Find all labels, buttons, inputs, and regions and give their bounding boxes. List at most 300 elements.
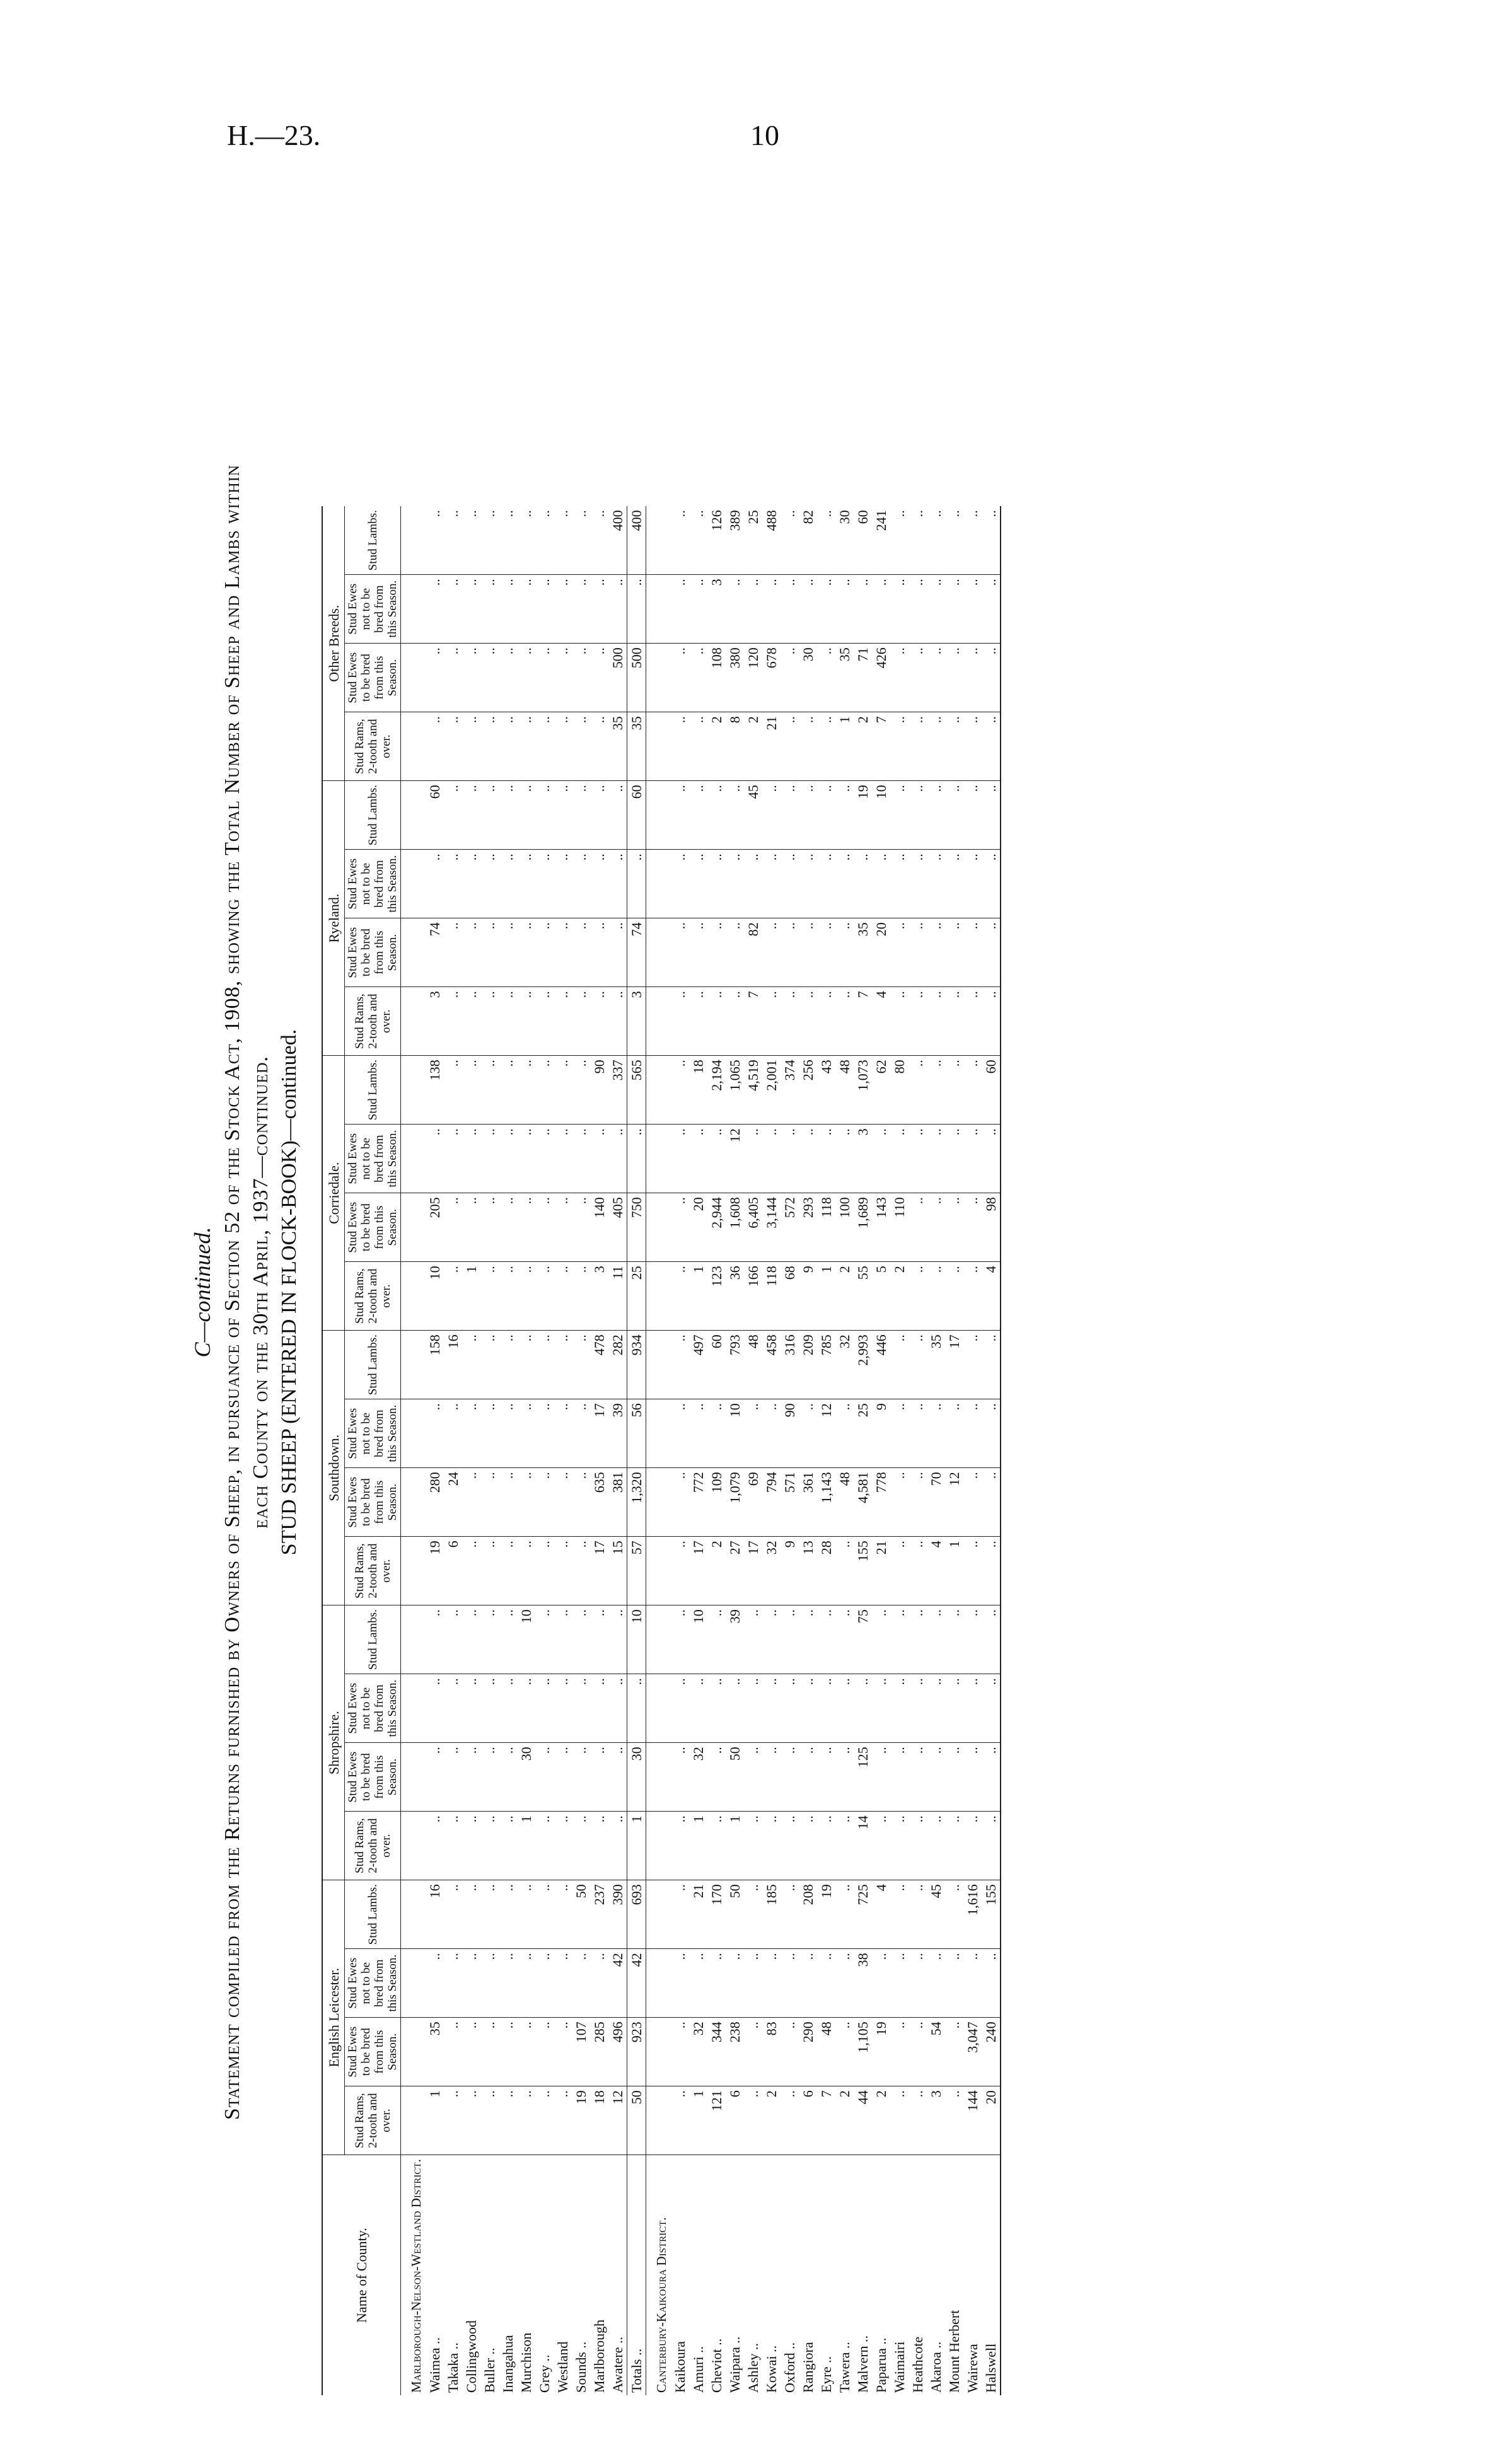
table-cell: 1	[689, 2086, 707, 2155]
table-cell: ..	[909, 850, 927, 918]
table-cell: ..	[909, 1674, 927, 1743]
table-cell: 19	[817, 1880, 835, 1949]
table-cell: ..	[499, 1193, 517, 1262]
table-cell: ..	[535, 850, 554, 918]
empty-cell	[401, 712, 426, 781]
table-cell: ..	[909, 2086, 927, 2155]
table-cell: 98	[982, 1193, 1001, 1262]
column-subheader: Stud Ewes not to be bred from this Season.	[345, 1125, 401, 1193]
table-cell: 241	[872, 506, 890, 575]
table-cell: ..	[982, 918, 1001, 987]
table-cell: ..	[909, 1743, 927, 1812]
table-row	[909, 506, 927, 2395]
totals-row	[627, 506, 646, 2395]
table-cell: ..	[671, 644, 689, 712]
table-cell: ..	[480, 2018, 499, 2086]
empty-cell	[646, 1468, 671, 1537]
table-cell: ..	[762, 1743, 781, 1812]
table-cell: ..	[462, 1605, 480, 1674]
table-cell: 282	[608, 1331, 627, 1399]
table-cell: 571	[781, 1468, 799, 1537]
table-cell: ..	[444, 1193, 462, 1262]
table-cell: ..	[517, 644, 535, 712]
empty-cell	[401, 1399, 426, 1468]
table-cell: ..	[590, 1125, 608, 1193]
table-cell: 21	[762, 712, 781, 781]
table-cell: ..	[572, 1399, 590, 1468]
table-cell: ..	[462, 1468, 480, 1537]
table-cell: ..	[499, 712, 517, 781]
table-cell: ..	[480, 1880, 499, 1949]
table-cell: 1	[689, 1262, 707, 1331]
table-cell: 374	[781, 1056, 799, 1125]
table-cell: ..	[744, 2086, 762, 2155]
table-cell: 1	[817, 1262, 835, 1331]
table-cell: ..	[444, 1743, 462, 1812]
table-cell: ..	[927, 1743, 945, 1812]
table-cell: 380	[726, 644, 744, 712]
column-subheader: Stud Lambs.	[345, 1880, 401, 1949]
county-name: Halswell	[982, 2343, 999, 2393]
table-cell: 30	[835, 506, 854, 575]
totals-cell: ..	[627, 575, 646, 644]
table-cell: ..	[671, 918, 689, 987]
table-cell: 1	[462, 1262, 480, 1331]
table-cell: ..	[590, 850, 608, 918]
table-cell: ..	[963, 506, 982, 575]
table-row	[726, 506, 744, 2395]
table-cell: ..	[462, 1949, 480, 2018]
totals-cell: 74	[627, 918, 646, 987]
district-name: Marlborough-Nelson-Westland District.	[409, 2159, 424, 2393]
table-cell: 316	[781, 1331, 799, 1399]
table-cell: ..	[689, 850, 707, 918]
table-cell: 38	[854, 1949, 872, 2018]
table-cell: ..	[817, 1743, 835, 1812]
table-cell: 208	[799, 1880, 817, 1949]
table-cell: ..	[689, 987, 707, 1056]
table-cell: 55	[854, 1262, 872, 1331]
table-cell: 390	[608, 1880, 627, 1949]
table-cell: ..	[835, 1743, 854, 1812]
table-cell: ..	[963, 1537, 982, 1605]
table-cell: 166	[744, 1262, 762, 1331]
table-cell: 43	[817, 1056, 835, 1125]
table-cell: ..	[462, 1812, 480, 1880]
table-cell: ..	[554, 1468, 572, 1537]
statement-title: Statement compiled from the Returns furnished by Owners of Sheep, in pursuance of Section 52 of the Stock Act, 1908, showing the Total Number of Sheep and Lambs within	[221, 464, 244, 2120]
table-cell: ..	[572, 644, 590, 712]
table-cell: ..	[817, 850, 835, 918]
table-cell: 1,143	[817, 1468, 835, 1537]
empty-cell	[646, 1743, 671, 1812]
table-cell: ..	[554, 1880, 572, 1949]
table-cell: ..	[462, 1880, 480, 1949]
totals-cell: 56	[627, 1399, 646, 1468]
breed-header: Ryeland.	[322, 781, 345, 1056]
empty-cell	[401, 987, 426, 1056]
table-cell: 12	[608, 2086, 627, 2155]
table-cell: ..	[909, 781, 927, 850]
table-cell: ..	[927, 712, 945, 781]
table-cell: 2	[744, 712, 762, 781]
table-cell: ..	[499, 1949, 517, 2018]
table-cell: ..	[590, 506, 608, 575]
table-cell: ..	[590, 712, 608, 781]
empty-cell	[401, 1605, 426, 1674]
table-cell: 35	[854, 918, 872, 987]
table-cell: ..	[945, 987, 963, 1056]
table-cell: 4,519	[744, 1056, 762, 1125]
table-cell: ..	[835, 1880, 854, 1949]
totals-cell: 400	[627, 506, 646, 575]
table-cell: ..	[499, 575, 517, 644]
table-cell: ..	[781, 1605, 799, 1674]
table-cell: 2,001	[762, 1056, 781, 1125]
table-cell: 28	[817, 1537, 835, 1605]
empty-cell	[401, 850, 426, 918]
table-cell: ..	[726, 987, 744, 1056]
empty-cell	[401, 781, 426, 850]
table-cell: ..	[927, 1193, 945, 1262]
table-cell: 4	[872, 987, 890, 1056]
table-cell: 54	[927, 2018, 945, 2086]
table-cell: 1	[517, 1812, 535, 1880]
table-cell: ..	[945, 850, 963, 918]
table-cell: 25	[744, 506, 762, 575]
table-cell: ..	[671, 1125, 689, 1193]
table-cell: ..	[781, 850, 799, 918]
table-cell: 381	[608, 1468, 627, 1537]
table-cell: ..	[426, 1743, 444, 1812]
table-cell: ..	[444, 987, 462, 1056]
table-cell: ..	[671, 1399, 689, 1468]
table-cell: ..	[671, 1880, 689, 1949]
table-cell: 82	[799, 506, 817, 575]
table-cell: 19	[426, 1537, 444, 1605]
table-cell: 16	[426, 1880, 444, 1949]
page-number: 10	[750, 119, 779, 151]
table-cell: 17	[590, 1399, 608, 1468]
table-cell: ..	[817, 1125, 835, 1193]
table-cell: ..	[781, 506, 799, 575]
table-cell: 400	[608, 506, 627, 575]
table-cell: 35	[426, 2018, 444, 2086]
totals-cell: 35	[627, 712, 646, 781]
county-name: Kaikoura	[671, 2341, 688, 2393]
table-cell: ..	[444, 850, 462, 918]
table-cell: ..	[744, 1605, 762, 1674]
table-cell: ..	[909, 1880, 927, 1949]
table-cell: ..	[835, 1125, 854, 1193]
county-name: Marlborough	[591, 2319, 607, 2393]
table-cell: ..	[671, 1949, 689, 2018]
table-cell: ..	[963, 1468, 982, 1537]
table-cell: ..	[444, 575, 462, 644]
table-cell: 44	[854, 2086, 872, 2155]
table-cell: 7	[744, 987, 762, 1056]
table-cell: ..	[426, 506, 444, 575]
table-cell: 17	[744, 1537, 762, 1605]
totals-cell: ..	[627, 1125, 646, 1193]
table-row	[590, 506, 608, 2395]
table-row	[444, 506, 462, 2395]
table-cell: 240	[982, 2018, 1001, 2086]
table-cell: ..	[535, 1468, 554, 1537]
table-cell: ..	[909, 1193, 927, 1262]
table-cell: ..	[499, 1262, 517, 1331]
totals-cell: 934	[627, 1331, 646, 1399]
table-cell: ..	[535, 2018, 554, 2086]
empty-cell	[401, 2086, 426, 2155]
table-cell: ..	[726, 575, 744, 644]
table-cell: ..	[554, 1399, 572, 1468]
table-cell: ..	[572, 1056, 590, 1125]
table-cell: 90	[781, 1399, 799, 1468]
table-cell: 126	[707, 506, 726, 575]
county-name: Westland	[554, 2341, 571, 2393]
table-cell: ..	[835, 2018, 854, 2086]
table-cell: ..	[444, 1880, 462, 1949]
table-cell: 2,194	[707, 1056, 726, 1125]
table-cell: ..	[517, 575, 535, 644]
table-cell: 68	[781, 1262, 799, 1331]
table-subtitle: STUD SHEEP (ENTERED IN FLOCK-BOOK)—continued.	[277, 1029, 301, 1556]
table-cell: ..	[963, 1262, 982, 1331]
table-cell: ..	[945, 1262, 963, 1331]
table-cell: ..	[817, 1674, 835, 1743]
table-cell: ..	[535, 1193, 554, 1262]
table-cell: ..	[835, 1399, 854, 1468]
table-cell: 678	[762, 644, 781, 712]
table-cell: ..	[799, 1949, 817, 2018]
table-cell: ..	[554, 2086, 572, 2155]
table-cell: 8	[726, 712, 744, 781]
table-cell: 123	[707, 1262, 726, 1331]
table-cell: ..	[517, 987, 535, 1056]
table-cell: ..	[927, 1812, 945, 1880]
section-heading: C—continued.	[190, 1227, 215, 1358]
table-cell: ..	[480, 1468, 499, 1537]
totals-cell: 500	[627, 644, 646, 712]
table-cell: ..	[572, 850, 590, 918]
county-name: Wairewa	[964, 2344, 980, 2393]
table-cell: ..	[963, 1812, 982, 1880]
table-cell: ..	[854, 575, 872, 644]
table-cell: ..	[462, 918, 480, 987]
table-cell: ..	[963, 781, 982, 850]
county-name: Ashley ..	[745, 2343, 761, 2393]
table-cell: ..	[462, 506, 480, 575]
table-cell: ..	[480, 987, 499, 1056]
table-cell: ..	[927, 1605, 945, 1674]
table-cell: ..	[671, 506, 689, 575]
empty-cell	[646, 1812, 671, 1880]
table-cell: 110	[890, 1193, 909, 1262]
county-name: Inangahua	[499, 2335, 516, 2393]
table-cell: ..	[945, 918, 963, 987]
table-cell: ..	[554, 1537, 572, 1605]
table-cell: ..	[799, 918, 817, 987]
table-cell: ..	[608, 1605, 627, 1674]
table-cell: 1,065	[726, 1056, 744, 1125]
table-cell: 18	[590, 2086, 608, 2155]
county-name: Paparua ..	[873, 2337, 889, 2393]
table-row	[817, 506, 835, 2395]
table-cell: 32	[689, 1743, 707, 1812]
table-cell: ..	[835, 1537, 854, 1605]
table-cell: 497	[689, 1331, 707, 1399]
table-cell: 426	[872, 644, 890, 712]
table-cell: 2,993	[854, 1331, 872, 1399]
table-cell: 2	[835, 2086, 854, 2155]
table-cell: ..	[799, 575, 817, 644]
table-cell: ..	[927, 1674, 945, 1743]
table-cell: ..	[480, 850, 499, 918]
table-cell: 69	[744, 1468, 762, 1537]
table-cell: ..	[671, 1331, 689, 1399]
table-cell: 10	[517, 1605, 535, 1674]
table-cell: 155	[854, 1537, 872, 1605]
table-cell: ..	[426, 575, 444, 644]
table-cell: 3	[426, 987, 444, 1056]
table-cell: ..	[909, 1949, 927, 2018]
table-cell: ..	[426, 1125, 444, 1193]
table-cell: 280	[426, 1468, 444, 1537]
table-cell: ..	[854, 850, 872, 918]
table-row	[499, 506, 517, 2395]
table-cell: ..	[909, 1468, 927, 1537]
table-cell: ..	[535, 781, 554, 850]
table-cell: ..	[517, 1949, 535, 2018]
table-cell: 50	[726, 1743, 744, 1812]
empty-cell	[401, 575, 426, 644]
breed-header: Corriedale.	[322, 1056, 345, 1331]
table-cell: ..	[590, 918, 608, 987]
table-cell: ..	[927, 506, 945, 575]
table-cell: ..	[462, 1674, 480, 1743]
page-header	[0, 0, 1498, 151]
table-cell: ..	[572, 1331, 590, 1399]
table-cell: 1	[835, 712, 854, 781]
breed-header: Shropshire.	[322, 1605, 345, 1880]
table-cell: ..	[762, 987, 781, 1056]
table-cell: 82	[744, 918, 762, 987]
table-cell: 158	[426, 1331, 444, 1399]
table-row	[462, 506, 480, 2395]
totals-cell: 1,320	[627, 1468, 646, 1537]
table-cell: ..	[608, 1674, 627, 1743]
table-cell: ..	[480, 1537, 499, 1605]
table-cell: ..	[982, 1331, 1001, 1399]
table-cell: ..	[963, 712, 982, 781]
table-cell: 185	[762, 1880, 781, 1949]
column-subheader: Stud Ewes to be bred from this Season.	[345, 644, 401, 712]
breed-header: Other Breeds.	[322, 506, 345, 781]
table-cell: 17	[945, 1331, 963, 1399]
table-cell: 125	[854, 1743, 872, 1812]
county-name: Amuri ..	[690, 2346, 706, 2393]
table-cell: ..	[945, 1399, 963, 1468]
county-name: Grey ..	[536, 2354, 552, 2393]
table-cell: ..	[982, 1125, 1001, 1193]
table-cell: ..	[462, 1193, 480, 1262]
table-cell: ..	[499, 2018, 517, 2086]
table-cell: ..	[590, 1743, 608, 1812]
table-cell: ..	[554, 1262, 572, 1331]
table-cell: ..	[890, 1468, 909, 1537]
column-subheader: Stud Lambs.	[345, 1605, 401, 1674]
column-subheader: Stud Ewes to be bred from this Season.	[345, 1193, 401, 1262]
table-cell: 39	[608, 1399, 627, 1468]
table-cell: 48	[835, 1468, 854, 1537]
table-row	[707, 506, 726, 2395]
table-cell: 30	[799, 644, 817, 712]
table-cell: ..	[590, 1812, 608, 1880]
table-cell: 1	[945, 1537, 963, 1605]
table-cell: ..	[909, 1605, 927, 1674]
table-cell: 13	[799, 1537, 817, 1605]
table-cell: ..	[963, 850, 982, 918]
table-cell: 21	[689, 1880, 707, 1949]
table-cell: 10	[726, 1399, 744, 1468]
table-cell: ..	[762, 850, 781, 918]
table-cell: ..	[835, 850, 854, 918]
table-cell: ..	[444, 2018, 462, 2086]
table-cell: ..	[517, 1056, 535, 1125]
table-cell: ..	[707, 987, 726, 1056]
table-cell: ..	[572, 506, 590, 575]
table-cell: ..	[499, 644, 517, 712]
table-cell: ..	[480, 1949, 499, 2018]
table-cell: ..	[499, 506, 517, 575]
table-cell: 20	[872, 918, 890, 987]
empty-cell	[401, 1949, 426, 2018]
table-cell: ..	[480, 712, 499, 781]
table-cell: ..	[426, 1399, 444, 1468]
table-cell: 1,079	[726, 1468, 744, 1537]
table-cell: 5	[872, 1262, 890, 1331]
table-cell: ..	[781, 1743, 799, 1812]
table-cell: ..	[890, 987, 909, 1056]
table-cell: 3	[707, 575, 726, 644]
county-name: Tawera ..	[836, 2342, 852, 2393]
table-cell: ..	[535, 987, 554, 1056]
empty-cell	[646, 1605, 671, 1674]
column-subheader: Stud Ewes to be bred from this Season.	[345, 1743, 401, 1812]
table-cell: 109	[707, 1468, 726, 1537]
table-cell: 39	[726, 1605, 744, 1674]
table-cell: ..	[517, 918, 535, 987]
table-cell: ..	[744, 1674, 762, 1743]
table-cell: 725	[854, 1880, 872, 1949]
table-cell: ..	[963, 1399, 982, 1468]
table-cell: 60	[426, 781, 444, 850]
table-cell: ..	[480, 1056, 499, 1125]
table-cell: ..	[572, 1468, 590, 1537]
table-cell: ..	[535, 1949, 554, 2018]
table-cell: ..	[444, 506, 462, 575]
table-cell: 9	[781, 1537, 799, 1605]
table-cell: ..	[799, 781, 817, 850]
table-cell: ..	[927, 1949, 945, 2018]
table-cell: ..	[535, 1056, 554, 1125]
table-cell: 45	[744, 781, 762, 850]
table-cell: 2	[872, 2086, 890, 2155]
table-cell: ..	[517, 850, 535, 918]
table-cell: ..	[572, 1605, 590, 1674]
table-cell: ..	[909, 712, 927, 781]
